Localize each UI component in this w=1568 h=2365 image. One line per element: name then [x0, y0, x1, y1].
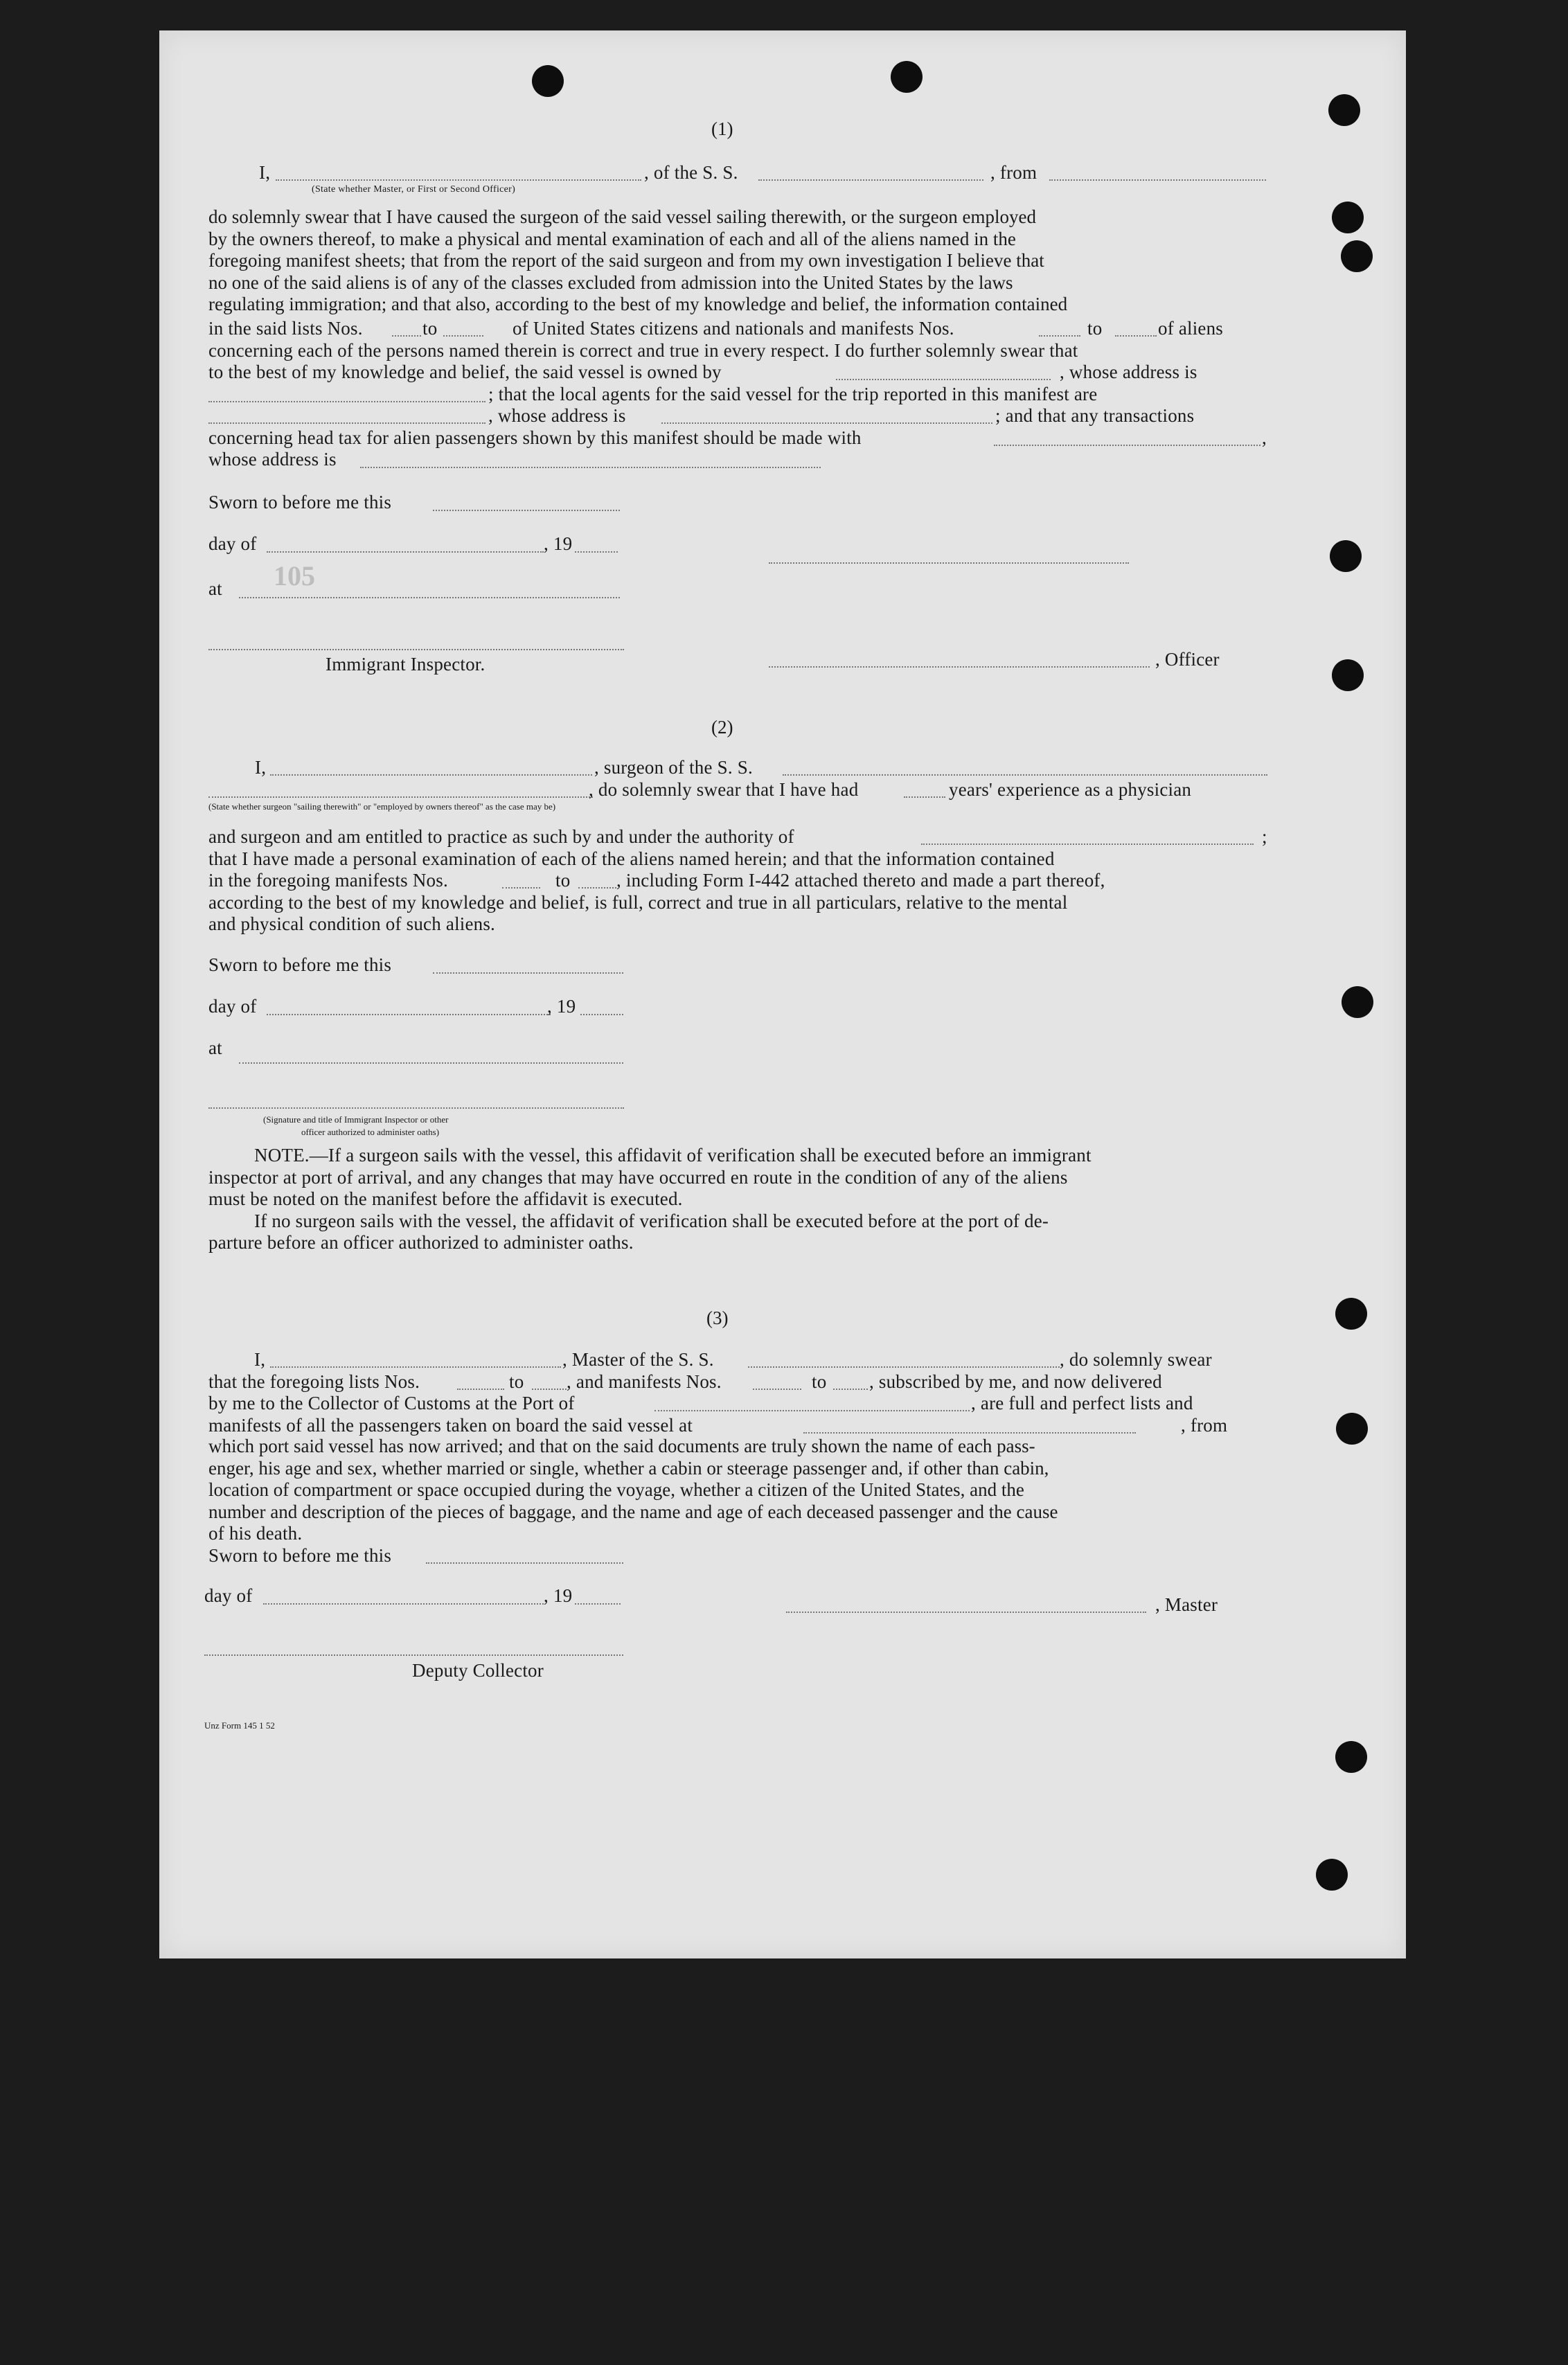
- oath-line: by the owners thereof, to make a physical and mental examination of each and all of the aliens named in the: [208, 228, 1016, 249]
- manifests-to-field[interactable]: [1115, 335, 1157, 337]
- oath-line: location of compartment or space occupied during the voyage, whether a citizen of the United States, and the: [208, 1479, 1024, 1500]
- sec2-manifest-to-field[interactable]: [578, 887, 616, 889]
- surgeon-name-field[interactable]: [270, 774, 592, 776]
- from-label: , from: [1181, 1415, 1228, 1436]
- sec3-oath-paragraph: [208, 1436, 1267, 1523]
- to-label: to: [555, 870, 571, 891]
- sworn-label: Sworn to before me this: [208, 492, 392, 512]
- oath-line: regulating immigration; and that also, according to the best of my knowledge and belief, the information contained: [208, 294, 1068, 314]
- year-label: , 19: [544, 1585, 573, 1606]
- note-line: If no surgeon sails with the vessel, the affidavit of verification shall be executed before at the port of de-: [254, 1211, 1049, 1231]
- deputy-collector-title: Deputy Collector: [412, 1660, 544, 1681]
- sworn-year-field[interactable]: [580, 1014, 623, 1015]
- sworn-day-field[interactable]: [426, 1562, 623, 1564]
- sec3-vessel-field[interactable]: [748, 1366, 1060, 1368]
- surgeon-label: , surgeon of the S. S.: [594, 757, 753, 778]
- master-name-field[interactable]: [270, 1366, 561, 1368]
- punch-hole: [891, 61, 923, 93]
- sec3-lists-to-field[interactable]: [532, 1389, 567, 1390]
- boarding-port-field[interactable]: [803, 1432, 1136, 1434]
- to-label: to: [509, 1371, 524, 1392]
- oath-line: enger, his age and sex, whether married or single, whether a cabin or steerage passenger and, if other than cabin,: [208, 1457, 1049, 1479]
- oath-line: no one of the said aliens is of any of the classes excluded from admission into the United States by the laws: [208, 271, 1013, 293]
- year-label: , 19: [544, 533, 573, 554]
- port-from-field[interactable]: [1049, 179, 1266, 181]
- stamp-mark: 105: [274, 560, 315, 591]
- punch-hole: [1336, 1413, 1368, 1445]
- lists-to-field[interactable]: [443, 335, 483, 337]
- rank-field[interactable]: [276, 179, 641, 181]
- agents-address-field[interactable]: [661, 422, 992, 424]
- head-tax-agent-field[interactable]: [994, 445, 1260, 446]
- collector-label: by me to the Collector of Customs at the Port of: [208, 1393, 575, 1413]
- punch-hole: [1328, 94, 1360, 126]
- agents-label: ; that the local agents for the said vessel for the trip reported in this manifest are: [488, 384, 1098, 404]
- lists-nos-label: that the foregoing lists Nos.: [208, 1371, 420, 1392]
- boarded-at-label: manifests of all the passengers taken on board the said vessel at: [208, 1415, 693, 1436]
- sworn-month-field[interactable]: [267, 1014, 551, 1015]
- officer-signature-line-upper[interactable]: [769, 562, 1129, 564]
- punch-hole: [1341, 240, 1373, 272]
- inspector-signature-field[interactable]: [208, 1107, 624, 1109]
- oath-line: which port said vessel has now arrived; and that on the said documents are truly shown the name of each pass-: [208, 1436, 1035, 1456]
- transactions-label: ; and that any transactions: [995, 405, 1195, 426]
- day-of-label: day of: [208, 533, 257, 554]
- sec3-manifests-to-field[interactable]: [833, 1389, 868, 1390]
- sworn-day-field[interactable]: [433, 972, 623, 974]
- of-aliens-label: of aliens: [1158, 318, 1224, 339]
- punch-hole: [532, 65, 564, 97]
- rank-caption: (State whether Master, or First or Second Officer): [312, 184, 516, 195]
- punch-hole: [1335, 1298, 1367, 1330]
- form-i442-label: , including Form I-442 attached thereto and made a part thereof,: [616, 870, 1105, 891]
- punch-hole: [1342, 986, 1373, 1018]
- oath-line: concerning each of the persons named therein is correct and true in every respect. I do further solemnly swear that: [208, 340, 1078, 361]
- day-of-label: day of: [208, 996, 257, 1017]
- sec2-i: I,: [255, 757, 267, 778]
- at-label: at: [208, 1037, 222, 1058]
- sworn-month-field[interactable]: [263, 1603, 544, 1605]
- inspector-signature-field[interactable]: [208, 649, 624, 650]
- master-label: , Master of the S. S.: [562, 1349, 714, 1370]
- at-label: at: [208, 578, 222, 599]
- to-label: to: [812, 1371, 827, 1392]
- head-tax-address-field[interactable]: [360, 467, 821, 468]
- sec3-lists-from-field[interactable]: [457, 1389, 504, 1390]
- section-3-number: (3): [706, 1308, 729, 1328]
- agents-field[interactable]: [208, 422, 485, 424]
- master-signature-field[interactable]: [786, 1612, 1146, 1613]
- owner-address-field[interactable]: [208, 401, 485, 402]
- whose-address-label: , whose address is: [488, 405, 626, 426]
- deputy-signature-field[interactable]: [204, 1654, 623, 1656]
- years-field[interactable]: [904, 796, 945, 798]
- citizens-label: of United States citizens and nationals and manifests Nos.: [513, 318, 954, 339]
- punch-hole: [1332, 659, 1364, 691]
- to-label: to: [422, 318, 438, 339]
- owner-field[interactable]: [836, 379, 1051, 380]
- sworn-day-field[interactable]: [433, 510, 620, 511]
- owner-label: to the best of my knowledge and belief, the said vessel is owned by: [208, 362, 722, 382]
- comma: ,: [1262, 427, 1267, 448]
- to-label: to: [1087, 318, 1103, 339]
- lists-nos-label: in the said lists Nos.: [208, 318, 363, 339]
- manifests-nos-label: , and manifests Nos.: [567, 1371, 722, 1392]
- manifests-nos-label: in the foregoing manifests Nos.: [208, 870, 448, 891]
- sec3-manifests-from-field[interactable]: [753, 1389, 801, 1390]
- note-line: NOTE.—If a surgeon sails with the vessel, this affidavit of verification shall be executed before an immigrant: [254, 1145, 1092, 1166]
- semicolon: ;: [1262, 826, 1267, 847]
- perfect-lists-label: , are full and perfect lists and: [971, 1393, 1193, 1413]
- vessel-name-field[interactable]: [758, 179, 983, 181]
- belief-line: according to the best of my knowledge and belief, is full, correct and true in all particulars, relative to the mental: [208, 892, 1068, 913]
- sec1-i: I,: [259, 162, 271, 183]
- sec2-manifest-from-field[interactable]: [502, 887, 540, 889]
- form-number: Unz Form 145 1 52: [204, 1720, 275, 1731]
- sec1-of-ss: , of the S. S.: [644, 162, 738, 183]
- subscribed-label: , subscribed by me, and now delivered: [869, 1371, 1162, 1392]
- oath-line: do solemnly swear that I have caused the surgeon of the said vessel sailing therewith, or the surgeon employed: [208, 206, 1036, 227]
- sworn-label: Sworn to before me this: [208, 954, 392, 975]
- officer-title: , Officer: [1155, 649, 1220, 670]
- punch-hole: [1335, 1741, 1367, 1773]
- master-title: , Master: [1155, 1594, 1218, 1615]
- condition-line: and physical condition of such aliens.: [208, 913, 496, 934]
- years-label: , do solemnly swear that I have had: [589, 779, 859, 800]
- oath-line: foregoing manifest sheets; that from the report of the said surgeon and from my own investigation I believe that: [208, 250, 1044, 271]
- port-field[interactable]: [654, 1410, 970, 1411]
- solemnly-swear-label: , do solemnly swear: [1060, 1349, 1212, 1370]
- inspector-title: Immigrant Inspector.: [326, 654, 485, 675]
- manifest-verification-page: [159, 30, 1406, 1958]
- sworn-place-field[interactable]: [239, 1062, 623, 1064]
- authority-label: and surgeon and am entitled to practice as such by and under the authority of: [208, 826, 794, 847]
- whose-address-label: , whose address is: [1060, 362, 1197, 382]
- authority-field[interactable]: [921, 844, 1254, 845]
- head-tax-label: concerning head tax for alien passengers shown by this manifest should be made with: [208, 427, 862, 448]
- day-of-label: day of: [204, 1585, 253, 1606]
- section-1-number: (1): [711, 118, 733, 139]
- section-2-number: (2): [711, 717, 733, 738]
- sec3-i: I,: [254, 1349, 266, 1370]
- sec1-from: , from: [990, 162, 1037, 183]
- note-line: inspector at port of arrival, and any changes that may have occurred en route in the condition of any of the aliens: [208, 1167, 1068, 1188]
- sworn-month-field[interactable]: [267, 551, 544, 553]
- sworn-place-field[interactable]: [239, 597, 620, 598]
- oath-line: number and description of the pieces of baggage, and the name and age of each deceased passenger and the cause: [208, 1501, 1058, 1522]
- oath-line: of his death.: [208, 1523, 303, 1544]
- sworn-year-field[interactable]: [575, 551, 618, 553]
- signature-caption: (Signature and title of Immigrant Inspector or other: [263, 1114, 449, 1125]
- punch-hole: [1316, 1859, 1348, 1891]
- whose-address-label: whose address is: [208, 449, 337, 470]
- lists-from-field[interactable]: [392, 335, 421, 337]
- signature-caption: officer authorized to administer oaths): [301, 1127, 440, 1137]
- note-line: parture before an officer authorized to administer oaths.: [208, 1232, 634, 1253]
- examination-line: that I have made a personal examination of each of the aliens named herein; and that the information contained: [208, 848, 1055, 869]
- sworn-label: Sworn to before me this: [208, 1545, 392, 1566]
- physician-label: years' experience as a physician: [949, 779, 1192, 800]
- surgeon-status-field[interactable]: [208, 796, 593, 798]
- year-label: , 19: [547, 996, 576, 1017]
- sworn-year-field[interactable]: [575, 1603, 621, 1605]
- manifests-from-field[interactable]: [1039, 335, 1080, 337]
- sec1-oath-paragraph: [208, 206, 1267, 316]
- surgeon-vessel-field[interactable]: [783, 774, 1267, 776]
- officer-signature-field[interactable]: [769, 666, 1150, 668]
- surgeon-status-caption: (State whether surgeon "sailing therewith" or "employed by owners thereof" as the case may be): [208, 801, 556, 812]
- punch-hole: [1330, 540, 1362, 572]
- punch-hole: [1332, 202, 1364, 233]
- note-line: must be noted on the manifest before the affidavit is executed.: [208, 1188, 683, 1209]
